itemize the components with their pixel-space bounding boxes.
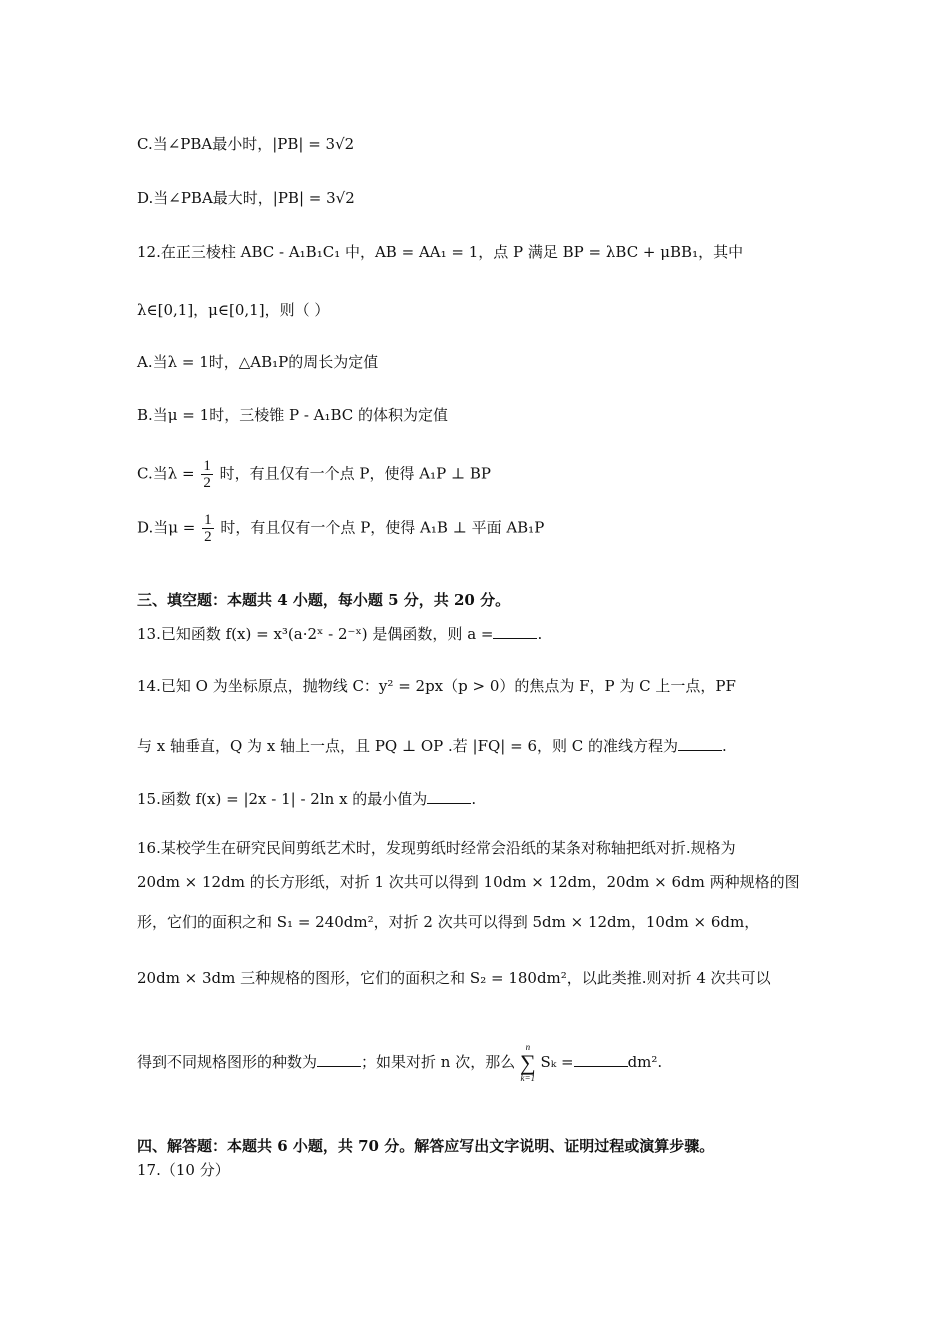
q12-option-a: A.当λ = 1时，△AB₁P的周长为定值 — [137, 353, 379, 371]
fraction-one-half: $\frac{1}{2}$ — [203, 458, 211, 491]
q16-line4: 20dm × 3dm 三种规格的图形，它们的面积之和 S₂ = 180dm²，以此类推.则对折 4 次共可以 — [137, 969, 771, 987]
q12-stem-line2: λ∈[0,1]，μ∈[0,1]，则（ ） — [137, 301, 330, 319]
section-four-heading: 四、解答题：本题共 6 小题，共 70 分。解答应写出文字说明、证明过程或演算步骤。 — [137, 1137, 715, 1155]
summation-symbol: n ∑ k=1 — [520, 1042, 536, 1083]
answer-blank — [317, 1052, 361, 1067]
q13: 13.已知函数 f(x) = x³(a·2ˣ - 2⁻ˣ) 是偶函数，则 a = . — [137, 625, 543, 643]
q14-line2: 与 x 轴垂直，Q 为 x 轴上一点，且 PQ ⊥ OP .若 |FQ| = 6，则 C 的准线方程为 . — [137, 737, 727, 755]
q15: 15.函数 f(x) = |2x - 1| - 2ln x 的最小值为 . — [137, 790, 477, 808]
q12-option-b: B.当μ = 1时，三棱锥 P - A₁BC 的体积为定值 — [137, 406, 449, 424]
answer-blank — [574, 1052, 628, 1067]
q17-header: 17.（10 分） — [137, 1161, 230, 1179]
q12-option-c: C.当λ = $\frac{1}{2}$ 时，有且仅有一个点 P，使得 A₁P ⊥ BP — [137, 458, 491, 491]
answer-blank — [678, 736, 722, 751]
q14-line1: 14.已知 O 为坐标原点，抛物线 C：y² = 2px（p > 0）的焦点为 F，P 为 C 上一点，PF — [137, 677, 736, 695]
section-three-heading: 三、填空题：本题共 4 小题，每小题 5 分，共 20 分。 — [137, 591, 511, 609]
answer-blank — [427, 789, 471, 804]
q16-line1: 16.某校学生在研究民间剪纸艺术时，发现剪纸时经常会沿纸的某条对称轴把纸对折.规格为 — [137, 839, 736, 857]
fraction-one-half: $\frac{1}{2}$ — [204, 512, 212, 545]
q16-line5: 得到不同规格图形的种数为 ；如果对折 n 次，那么 n ∑ k=1 Sₖ = dm². — [137, 1042, 663, 1083]
option-d-q11: D.当∠PBA最大时，|PB| = 3√2 — [137, 189, 355, 207]
q12-option-d: D.当μ = $\frac{1}{2}$ 时，有且仅有一个点 P，使得 A₁B ⊥ 平面 AB₁P — [137, 512, 545, 545]
answer-blank — [493, 624, 537, 639]
q12-stem-line1: 12.在正三棱柱 ABC - A₁B₁C₁ 中，AB = AA₁ = 1，点 P 满足 BP = λBC + μBB₁，其中 — [137, 243, 744, 261]
option-c-q11: C.当∠PBA最小时，|PB| = 3√2 — [137, 135, 355, 153]
q16-line3: 形，它们的面积之和 S₁ = 240dm²，对折 2 次共可以得到 5dm × 12dm，10dm × 6dm， — [137, 913, 760, 931]
q16-line2: 20dm × 12dm 的长方形纸，对折 1 次共可以得到 10dm × 12dm，20dm × 6dm 两种规格的图 — [137, 873, 800, 891]
